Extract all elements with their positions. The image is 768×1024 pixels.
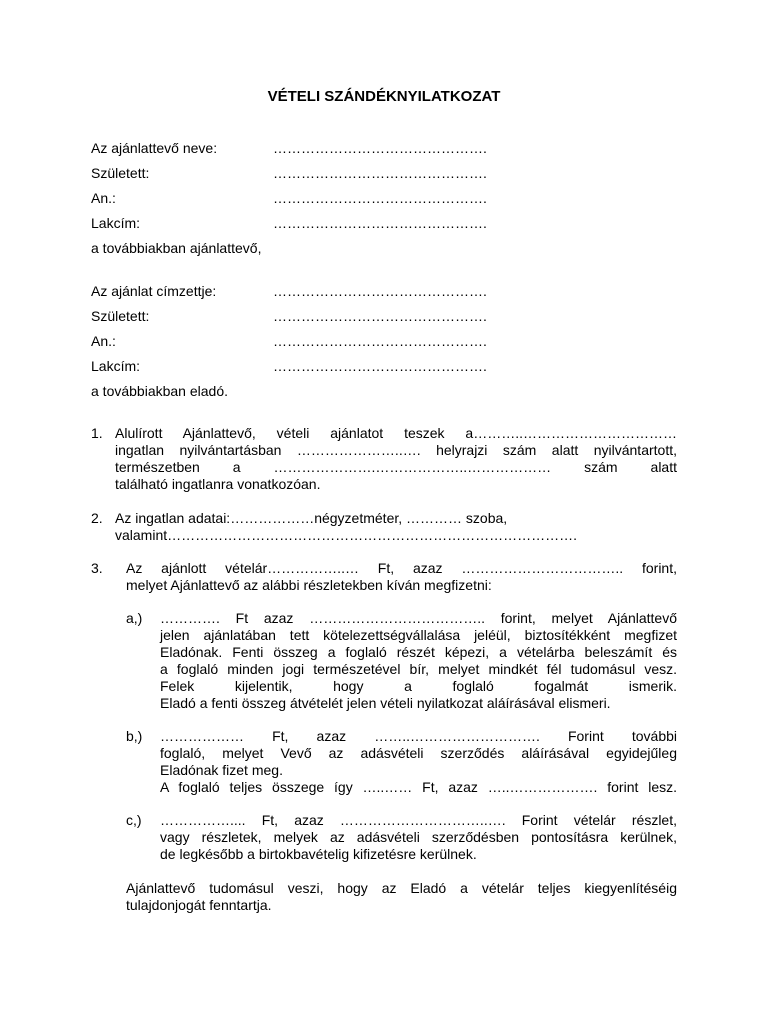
field-label: An.:	[91, 190, 116, 206]
field-label: Lakcím:	[91, 215, 141, 231]
field-label: Született:	[91, 308, 150, 324]
field-blank: ……………………………………….	[273, 190, 487, 206]
item-line: található ingatlanra vonatkozóan.	[115, 476, 321, 492]
subitem-line: a foglaló minden jogi természetével bír, melyet mindkét fél tudomásul vesz.	[160, 661, 677, 677]
field-label: Az ajánlat címzettje:	[91, 283, 217, 299]
subitem-line: ……………… Ft, azaz ……..………………………. Forint további	[160, 728, 677, 744]
item-line: ingatlan nyilvántartásban …………………..…. helyrajzi szám alatt nyilvántartott,	[115, 442, 677, 458]
field-label: Lakcím:	[91, 358, 141, 374]
subitem-line: Felek kijelentik, hogy a foglaló fogalmát ismerik.	[160, 678, 677, 694]
field-blank: ……………………………………….	[273, 308, 487, 324]
item-line: Az ingatlan adatai:………………négyzetméter, ………… szoba,	[115, 510, 508, 526]
subitem-line: A foglaló teljes összege így …..…… Ft, azaz …..………………. forint lesz.	[160, 779, 677, 795]
closing-line: Ajánlattevő tudomásul veszi, hogy az Eladó a vételár teljes kiegyenlítéséig	[126, 880, 677, 896]
subitem-line: vagy részletek, melyek az adásvételi szerződésben pontosításra kerülnek,	[160, 829, 677, 845]
item-number: 2.	[91, 510, 103, 526]
subitem-label: b,)	[126, 728, 143, 744]
subitem-label: c,)	[126, 812, 142, 828]
field-blank: ……………………………………….	[273, 165, 487, 181]
item-line: valamint…………………………………………………………………………….	[115, 527, 578, 543]
field-label: An.:	[91, 333, 116, 349]
subitem-line: foglaló, melyet Vevő az adásvételi szerződés aláírásával egyidejűleg	[160, 745, 677, 761]
subitem-line: …………….... Ft, azaz …………………………..…. Forint vételár részlet,	[160, 812, 677, 828]
offerer-note: a továbbiakban ajánlattevő,	[91, 240, 262, 256]
closing-line: tulajdonjogát fenntartja.	[126, 897, 272, 913]
subitem-line: jelen ajánlatában tett kötelezettségvállalása jeléül, biztosítékként megfizet	[160, 627, 677, 643]
subitem-line: …………. Ft azaz ……………………………….. forint, melyet Ajánlattevő	[160, 610, 677, 626]
field-blank: ……………………………………….	[273, 215, 487, 231]
item-line: Alulírott Ajánlattevő, vételi ajánlatot teszek a………..……………………………	[115, 425, 677, 441]
subitem-line: de legkésőbb a birtokbavételig kifizetésre kerülnek.	[160, 846, 477, 862]
item-line: Az ajánlott vételár……………..… Ft, azaz …………………………….. forint,	[126, 560, 677, 576]
item-number: 1.	[91, 425, 103, 441]
item-line: melyet Ajánlattevő az alábbi részletekben kíván megfizetni:	[126, 577, 492, 593]
item-number: 3.	[91, 560, 103, 576]
field-label: Az ajánlattevő neve:	[91, 140, 218, 156]
field-blank: ……………………………………….	[273, 140, 487, 156]
field-blank: ……………………………………….	[273, 358, 487, 374]
subitem-line: Eladó a fenti összeg átvételét jelen vételi nyilatkozat aláírásával elismeri.	[160, 695, 611, 711]
document-title: VÉTELI SZÁNDÉKNYILATKOZAT	[267, 88, 501, 105]
subitem-label: a,)	[126, 610, 143, 626]
field-label: Született:	[91, 165, 150, 181]
field-blank: ……………………………………….	[273, 283, 487, 299]
item-line: természetben a ………………….………………..……………… szám alatt	[115, 459, 677, 475]
recipient-note: a továbbiakban eladó.	[91, 383, 228, 399]
subitem-line: Eladónak fizet meg.	[160, 762, 283, 778]
field-blank: ……………………………………….	[273, 333, 487, 349]
subitem-line: Eladónak. Fenti összeg a foglaló részét képezi, a vételárba beleszámít és	[160, 644, 677, 660]
